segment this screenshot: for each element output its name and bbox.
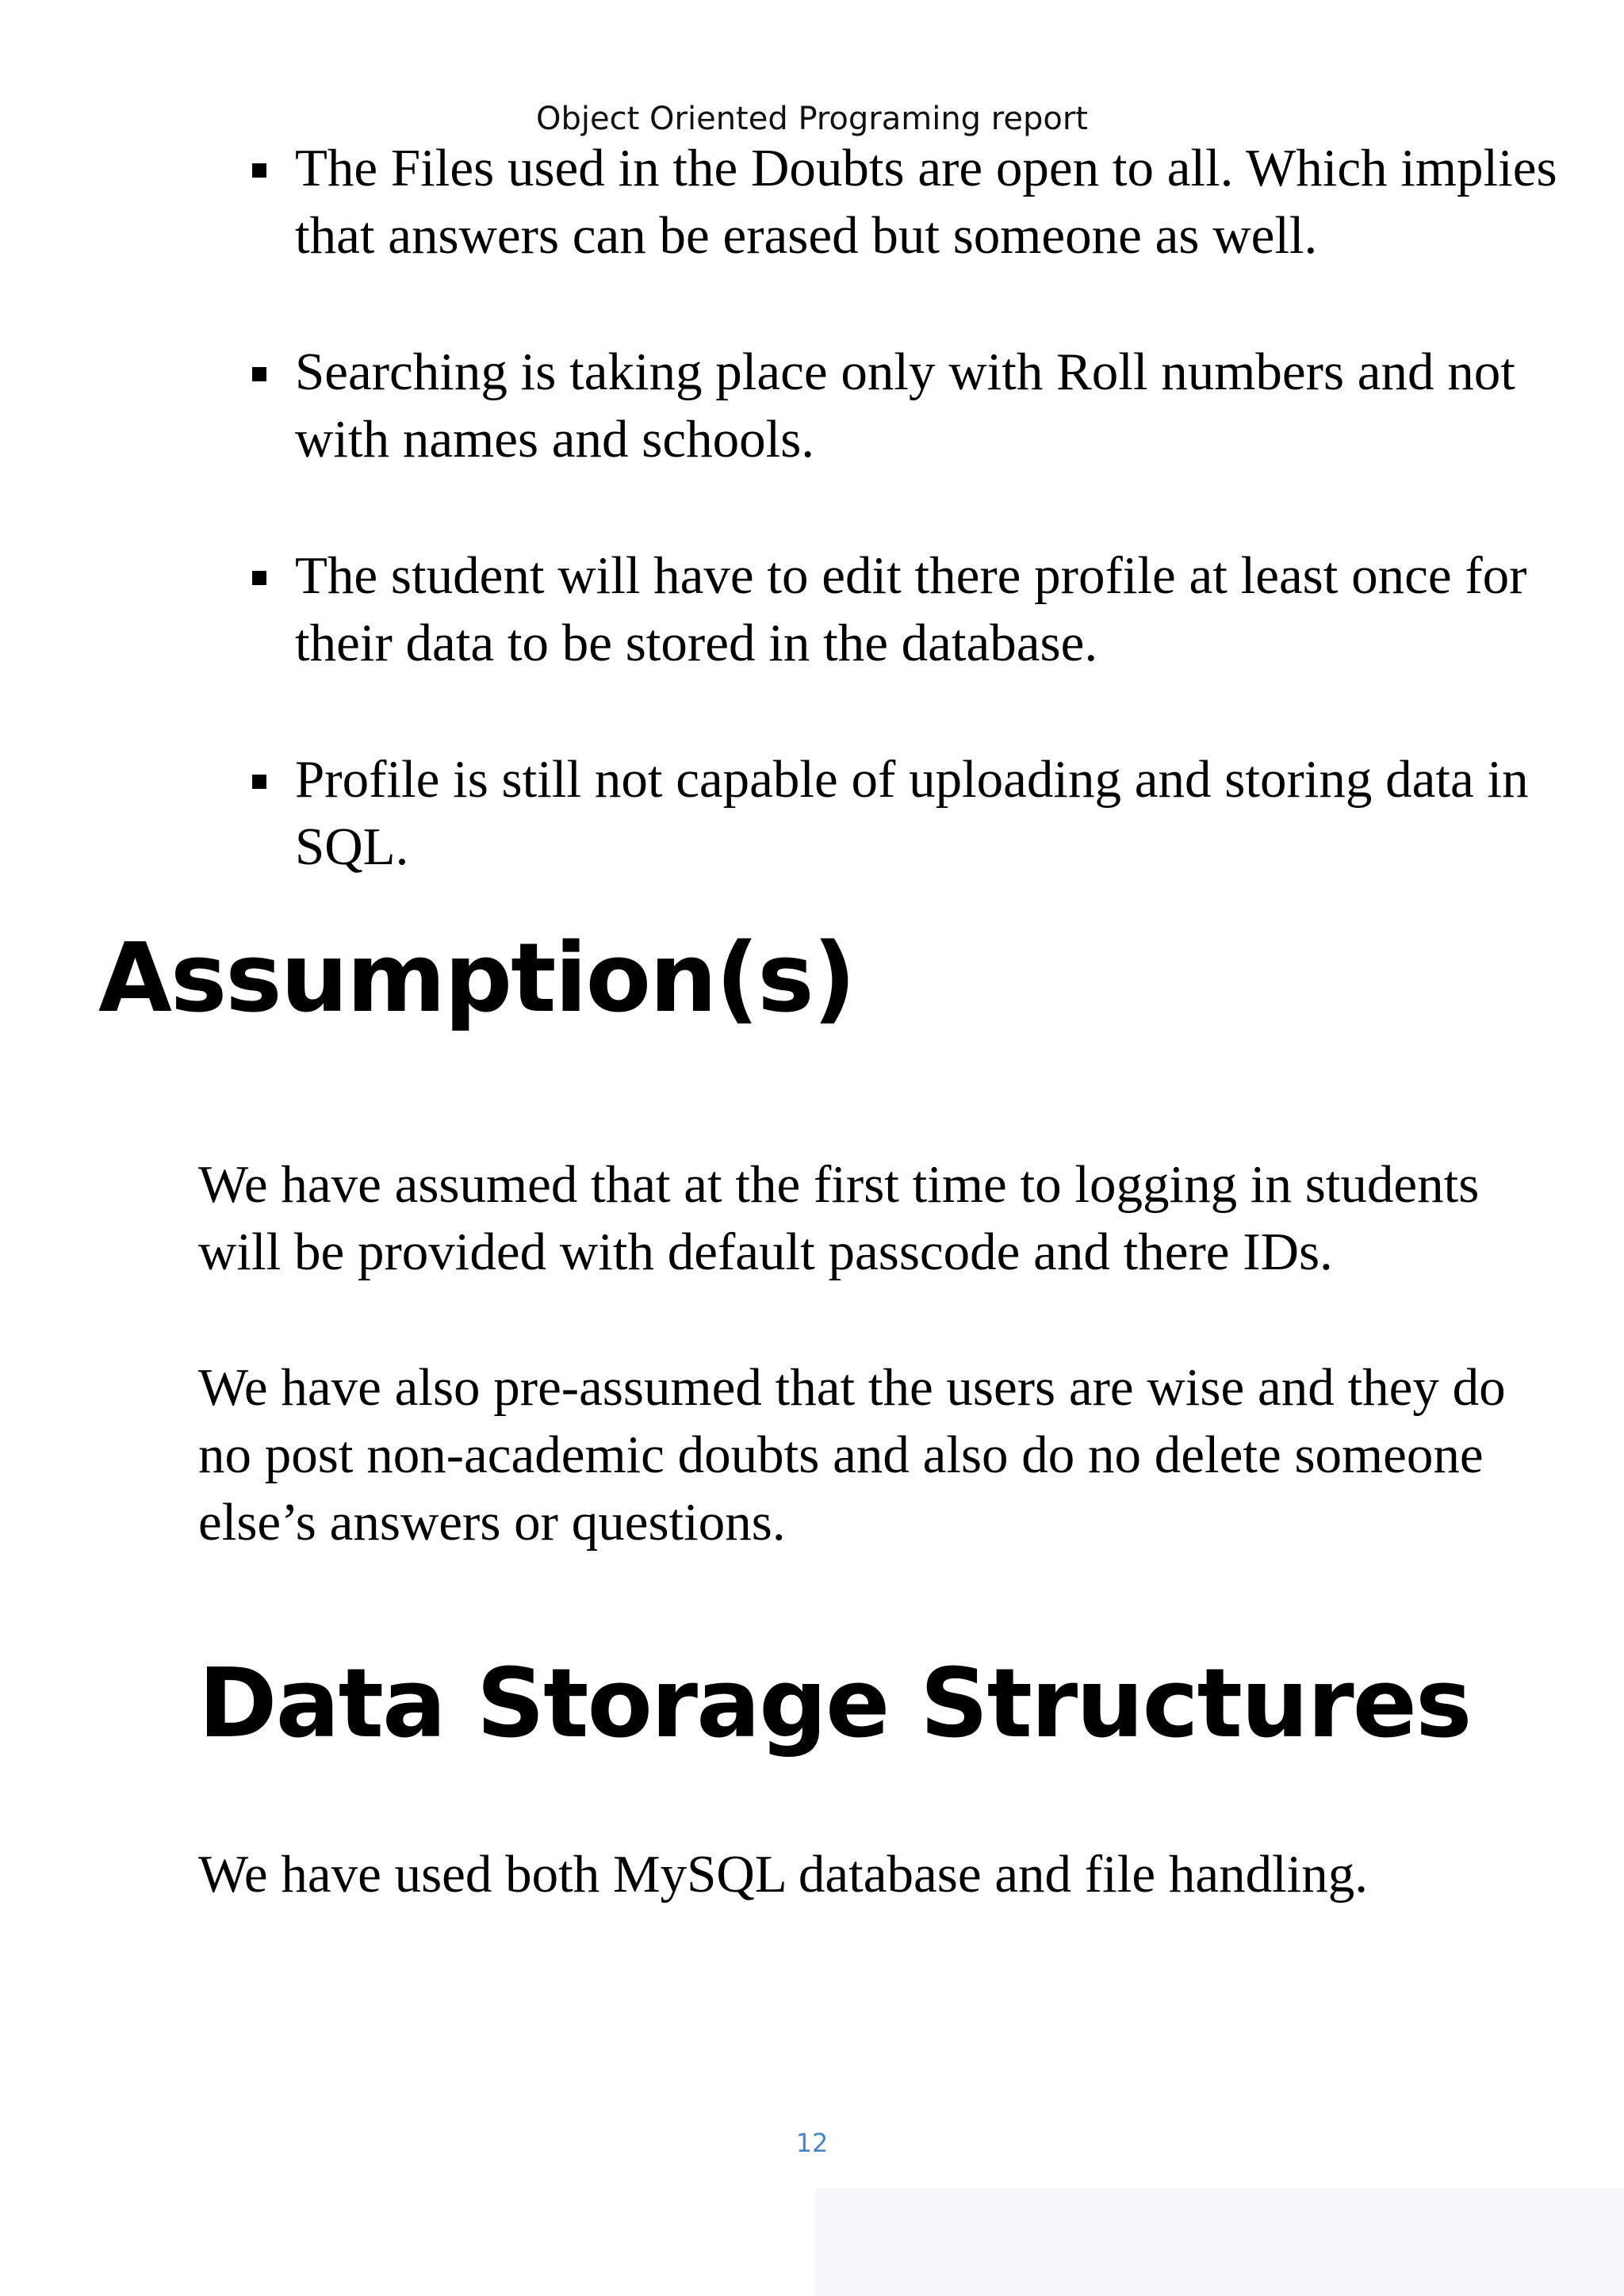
page-number: 12	[795, 2128, 829, 2158]
square-bullet-icon	[252, 775, 266, 789]
data-storage-paragraph: We have used both MySQL database and file handling.	[198, 1845, 1369, 1904]
bullet-text: The student will have to edit there profile at least once for their data to be stored in the database.	[295, 546, 1527, 672]
bullet-item	[246, 135, 1578, 270]
bullet-text: The Files used in the Doubts are open to all. Which implies that answers can be erased but someone as well.	[295, 139, 1557, 265]
assumptions-paragraph-1: We have assumed that at the first time to logging in students will be provided with default passcode and there IDs.	[198, 1155, 1480, 1281]
square-bullet-icon	[252, 163, 266, 178]
assumptions-heading: Assumption(s)	[98, 924, 855, 1034]
data-storage-heading: Data Storage Structures	[198, 1649, 1471, 1759]
bullet-text: Searching is taking place only with Roll numbers and not with names and schools.	[295, 342, 1515, 469]
bullet-text: Profile is still not capable of uploading and storing data in SQL.	[295, 750, 1529, 876]
square-bullet-icon	[252, 367, 266, 381]
limitations-bullet-list	[246, 135, 1578, 950]
assumptions-paragraph-2: We have also pre-assumed that the users are wise and they do no post non-academic doubts and also do no delete someone else’s answers or questions.	[198, 1358, 1506, 1552]
square-bullet-icon	[252, 571, 266, 585]
page-header: Object Oriented Programing report	[536, 101, 1088, 137]
bullet-item	[246, 746, 1578, 881]
bullet-item	[246, 542, 1578, 677]
bullet-item	[246, 339, 1578, 473]
page-shadow-corner	[815, 2188, 1624, 2296]
